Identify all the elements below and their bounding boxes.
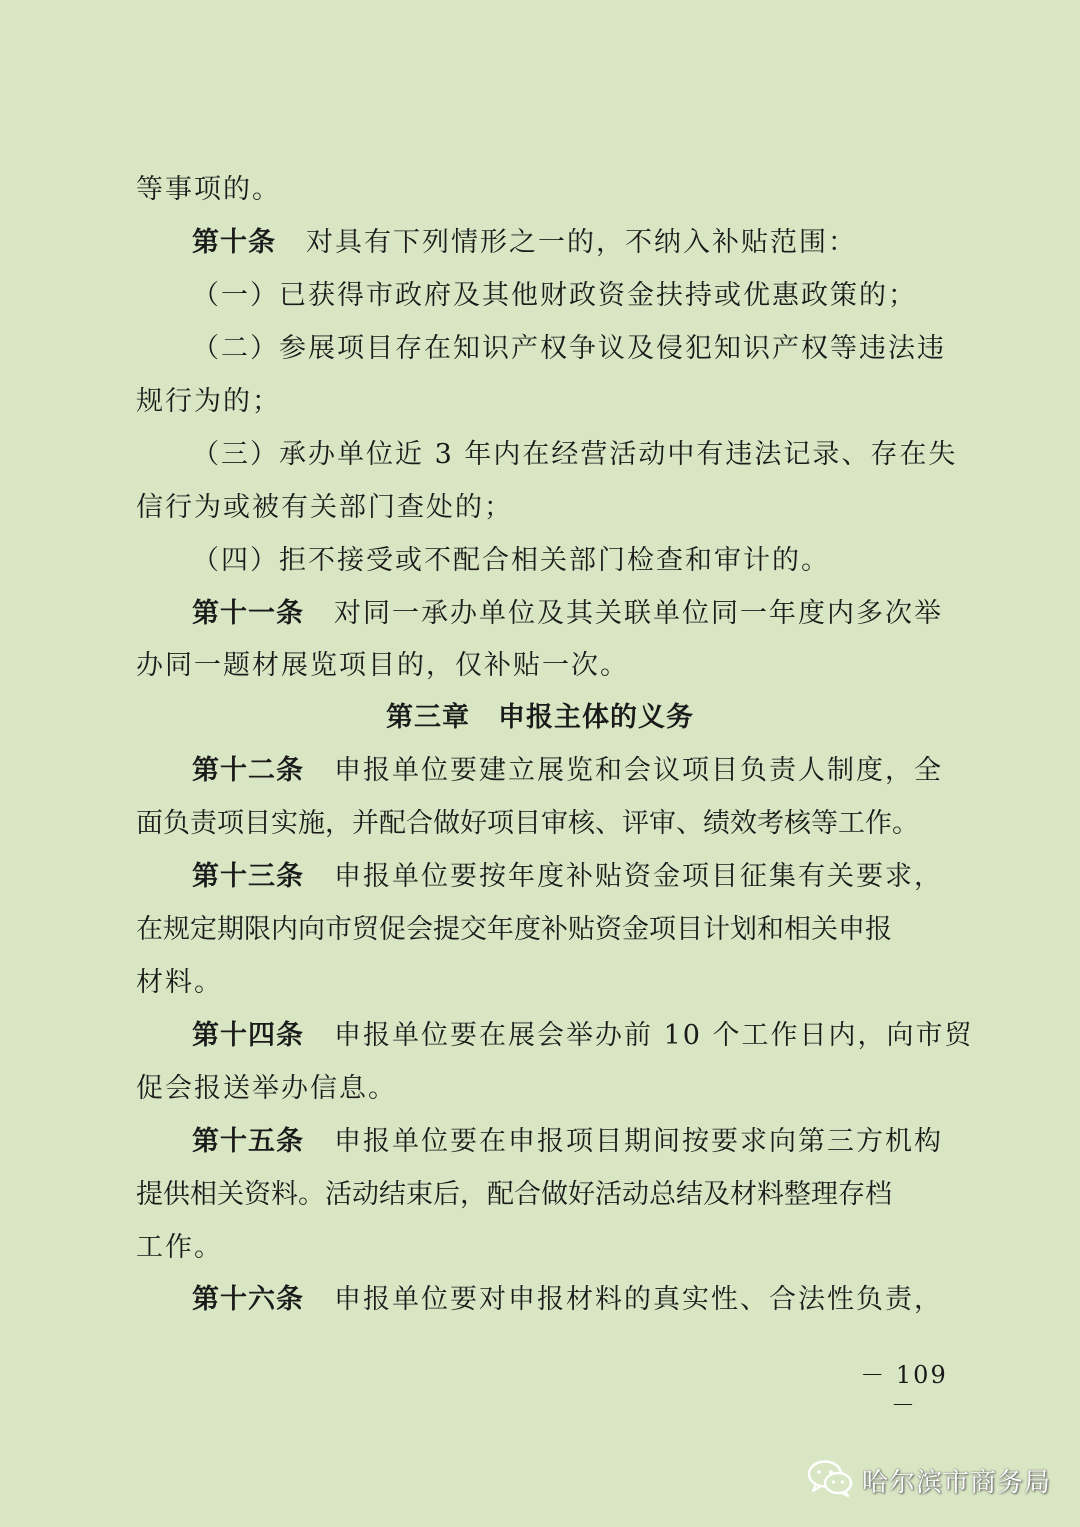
text-line	[136, 1177, 936, 1213]
line-text: 信行为或被有关部门查处的；	[136, 492, 513, 523]
article-heading: 第十六条	[192, 1284, 304, 1315]
line-text: 提供相关资料。活动结束后，配合做好活动总结及材料整理存档	[136, 1179, 892, 1210]
text-line	[136, 965, 936, 1001]
watermark-text: 哈尔滨市商务局	[862, 1467, 1052, 1498]
article-heading: 第十条	[192, 227, 276, 258]
text-line	[136, 648, 936, 684]
page-number: － 109 －	[860, 1361, 948, 1419]
article-13	[192, 859, 943, 895]
text-line	[136, 1071, 936, 1107]
wechat-icon	[806, 1458, 854, 1502]
chapter-heading	[0, 700, 1080, 736]
line-text: 在规定期限内向市贸促会提交年度补贴资金项目计划和相关申报	[136, 914, 892, 945]
chapter-number: 第三章	[386, 702, 470, 733]
line-text: 对同一承办单位及其关联单位同一年度内多次举	[334, 598, 943, 629]
article-12	[192, 753, 943, 789]
article-16	[192, 1282, 943, 1318]
article-heading: 第十五条	[192, 1126, 304, 1157]
line-text: 材料。	[136, 967, 223, 998]
line-text: 规行为的；	[136, 386, 281, 417]
article-heading: 第十二条	[192, 755, 304, 786]
article-11	[192, 596, 943, 632]
line-text: 办同一题材展览项目的，仅补贴一次。	[136, 650, 629, 681]
line-text: 对具有下列情形之一的，不纳入补贴范围：	[306, 227, 857, 258]
line-text: 申报单位要对申报材料的真实性、合法性负责，	[334, 1284, 943, 1315]
article-15	[192, 1124, 943, 1160]
text-line	[192, 437, 958, 473]
line-text: 申报单位要在展会举办前 10 个工作日内，向市贸	[334, 1020, 974, 1051]
line-text: 工作。	[136, 1232, 223, 1263]
text-line	[136, 384, 936, 420]
line-text: 等事项的。	[136, 174, 281, 205]
text-line	[136, 490, 936, 526]
line-text: 申报单位要在申报项目期间按要求向第三方机构	[334, 1126, 943, 1157]
article-heading: 第十一条	[192, 598, 304, 629]
line-text: （四）拒不接受或不配合相关部门检查和审计的。	[192, 545, 830, 576]
text-line	[136, 806, 936, 842]
article-14	[192, 1018, 974, 1054]
text-line	[136, 1230, 936, 1266]
text-line	[136, 912, 936, 948]
text-line	[136, 172, 936, 208]
article-10	[192, 225, 936, 261]
wechat-watermark	[806, 1458, 1051, 1502]
text-line	[192, 331, 946, 367]
line-text: 申报单位要建立展览和会议项目负责人制度，全	[334, 755, 943, 786]
article-heading: 第十四条	[192, 1020, 304, 1051]
line-text: （二）参展项目存在知识产权争议及侵犯知识产权等违法违	[192, 333, 946, 364]
line-text: （三）承办单位近 3 年内在经营活动中有违法记录、存在失	[192, 439, 958, 470]
line-text: 面负责项目实施，并配合做好项目审核、评审、绩效考核等工作。	[136, 808, 919, 839]
article-heading: 第十三条	[192, 861, 304, 892]
line-text: 申报单位要按年度补贴资金项目征集有关要求，	[334, 861, 943, 892]
line-text: （一）已获得市政府及其他财政资金扶持或优惠政策的；	[192, 280, 917, 311]
line-text: 促会报送举办信息。	[136, 1073, 397, 1104]
text-line	[192, 278, 936, 314]
chapter-title: 申报主体的义务	[498, 702, 694, 733]
text-line	[192, 543, 936, 579]
